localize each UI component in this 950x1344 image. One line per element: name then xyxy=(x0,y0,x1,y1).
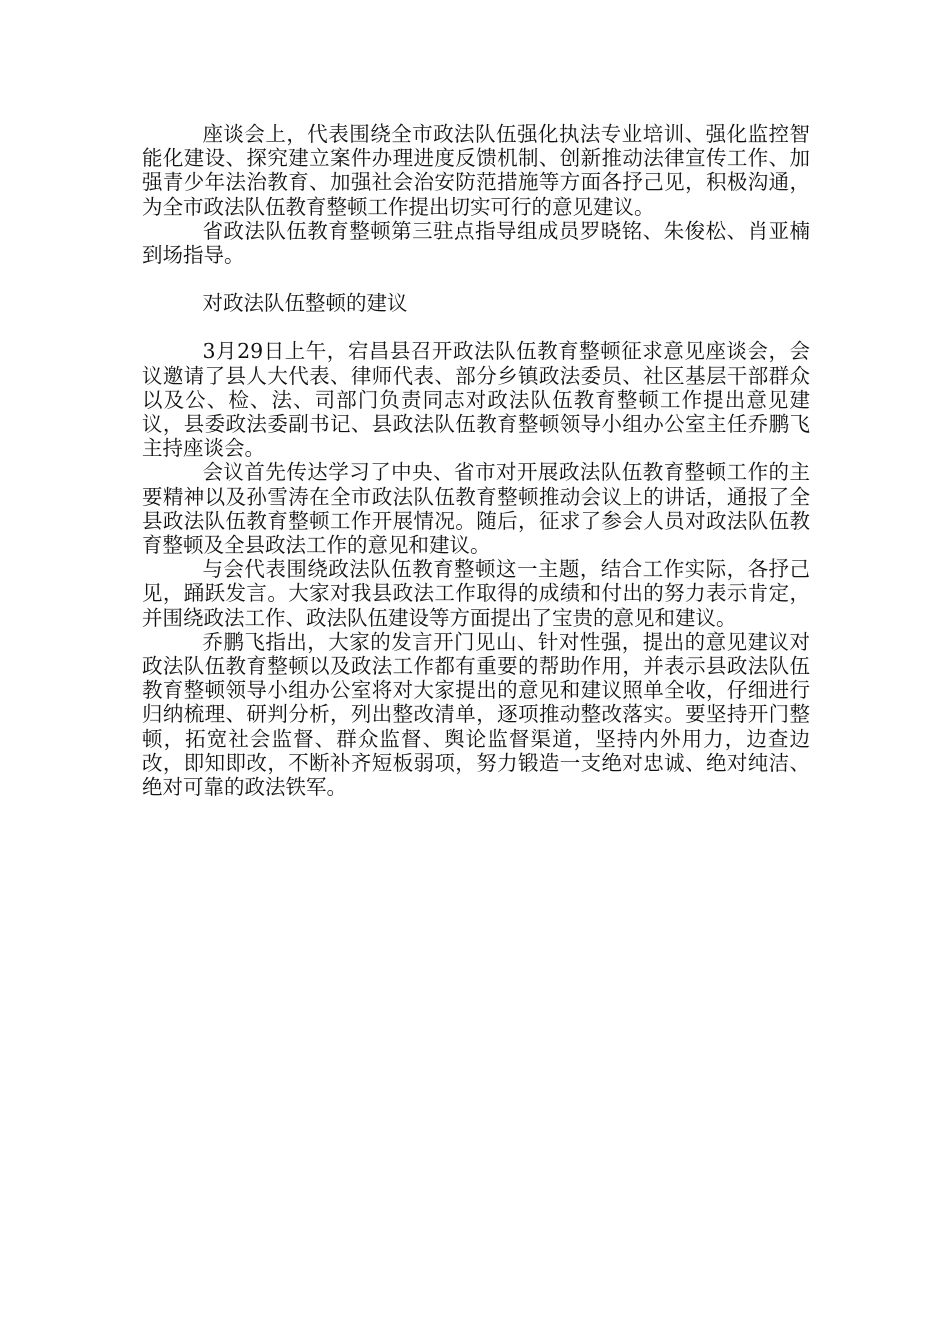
paragraph-delegates-speech: 与会代表围绕政法队伍教育整顿这一主题，结合工作实际，各抒己见，踊跃发言。大家对我县政法工作取得的成绩和付出的努力表示肯定，并围绕政法工作、政法队伍建设等方面提出了宝贵的意见和建议。 xyxy=(142,557,810,630)
section-heading: 对政法队伍整顿的建议 xyxy=(202,291,408,316)
paragraph-meeting-content: 会议首先传达学习了中央、省市对开展政法队伍教育整顿工作的主要精神以及孙雪涛在全市政法队伍教育整顿推动会议上的讲话，通报了全县政法队伍教育整顿工作开展情况。随后，征求了参会人员对政法队伍教育整顿及全县政法工作的意见和建议。 xyxy=(142,460,810,558)
paragraph-forum-summary: 座谈会上，代表围绕全市政法队伍强化执法专业培训、强化监控智能化建设、探究建立案件办理进度反馈机制、创新推动法律宣传工作、加强青少年法治教育、加强社会治安防范措施等方面各抒己见，积极沟通，为全市政法队伍教育整顿工作提出切实可行的意见建议。 xyxy=(142,122,810,219)
document-body xyxy=(142,122,810,799)
paragraph-meeting-intro: 3月29日上午，宕昌县召开政法队伍教育整顿征求意见座谈会，会议邀请了县人大代表、律师代表、部分乡镇政法委员、社区基层干部群众以及公、检、法、司部门负责同志对政法队伍教育整顿工作提出意见建议，县委政法委副书记、县政法队伍教育整顿领导小组办公室主任乔鹏飞主持座谈会。 xyxy=(142,339,810,461)
paragraph-conclusion: 乔鹏飞指出，大家的发言开门见山、针对性强，提出的意见建议对政法队伍教育整顿以及政法工作都有重要的帮助作用，并表示县政法队伍教育整顿领导小组办公室将对大家提出的意见和建议照单全收，仔细进行归纳梳理、研判分析，列出整改清单，逐项推动整改落实。要坚持开门整顿，拓宽社会监督、群众监督、舆论监督渠道，坚持内外用力，边查边改，即知即改，不断补齐短板弱项，努力锻造一支绝对忠诚、绝对纯洁、绝对可靠的政法铁军。 xyxy=(142,629,810,800)
paragraph-guidance-team: 省政法队伍教育整顿第三驻点指导组成员罗晓铭、朱俊松、肖亚楠到场指导。 xyxy=(142,218,810,268)
blank-line xyxy=(142,315,810,339)
blank-line xyxy=(142,267,810,291)
